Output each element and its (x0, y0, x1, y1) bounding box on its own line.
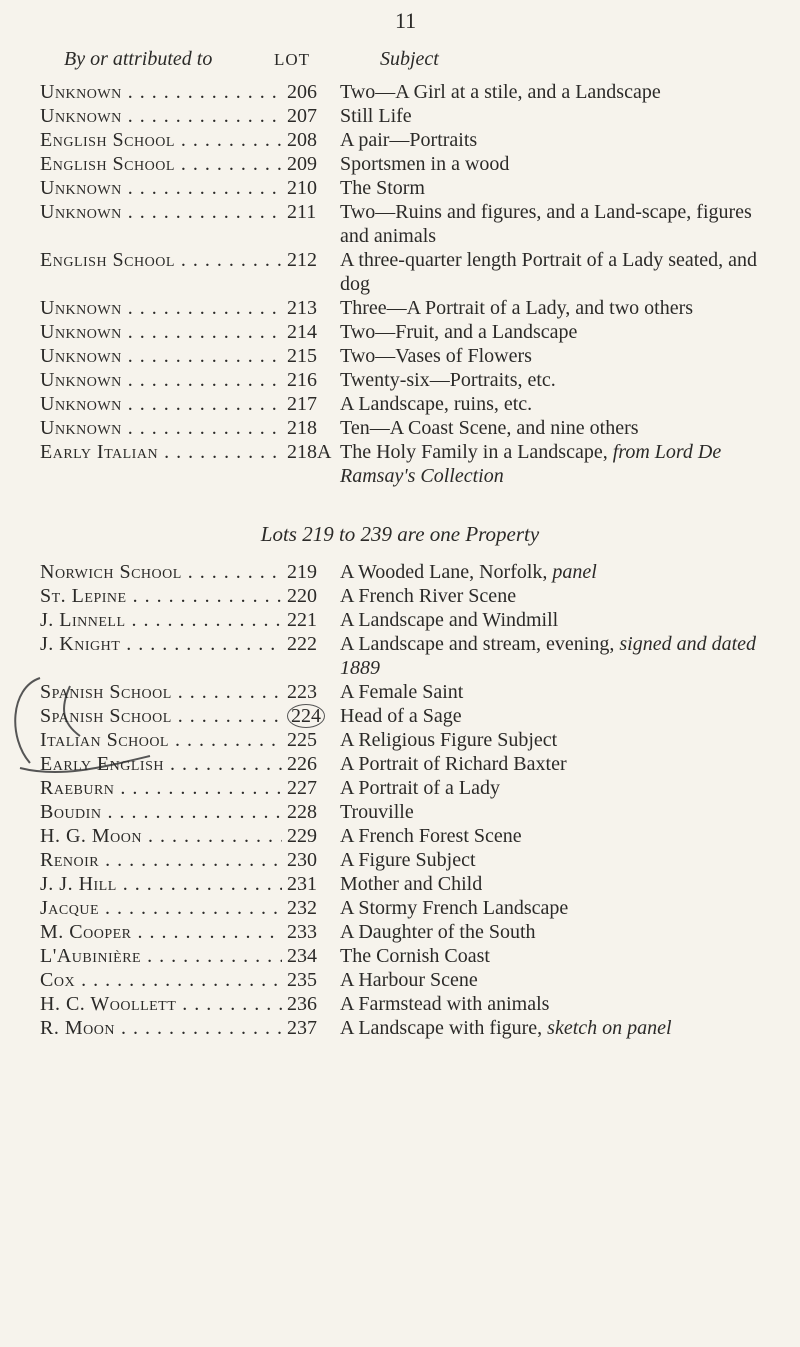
lot-number (283, 872, 331, 896)
artist-name: Unknown . . . (40, 344, 282, 368)
lot-subject (340, 728, 780, 752)
artist-name: L'Aubinière . . . (40, 944, 282, 968)
subject-text: A Stormy French Landscape (340, 897, 569, 919)
lot-number-text: 206 (287, 81, 317, 103)
lot-row (0, 800, 800, 824)
lot-subject (340, 944, 780, 968)
artist-name: J. J. Hill . . . (40, 872, 282, 896)
lot-number (283, 896, 331, 920)
artist-name: Unknown . . . (40, 392, 282, 416)
lot-subject (340, 128, 780, 152)
subject-text: A Harbour Scene (340, 969, 478, 991)
lot-number (283, 680, 331, 704)
artist-name: Early Italian . . . (40, 440, 282, 464)
lot-row (0, 584, 800, 608)
lot-row (0, 344, 800, 368)
lot-row (0, 680, 800, 704)
artist-name: Unknown . . . (40, 320, 282, 344)
lot-subject (340, 416, 780, 440)
lot-row (0, 416, 800, 440)
lot-number (283, 176, 331, 200)
subject-italic-note: signed and dated 1889 (340, 633, 757, 679)
artist-name: Unknown . . . (40, 296, 282, 320)
lot-row (0, 728, 800, 752)
lot-row (0, 320, 800, 344)
lot-column-header: LOT (274, 50, 311, 69)
artist-name: R. Moon . . . (40, 1016, 282, 1040)
lot-number (283, 416, 331, 440)
artist-name: Unknown . . . (40, 176, 282, 200)
lot-list-group-1 (0, 80, 800, 488)
subject-text: A Portrait of Richard Baxter (340, 753, 567, 775)
lot-subject (340, 968, 780, 992)
artist-name: Unknown . . . (40, 368, 282, 392)
lot-subject (340, 440, 780, 488)
artist-name: Raeburn . . . (40, 776, 282, 800)
lot-subject (340, 872, 780, 896)
artist-name: Early English . . . (40, 752, 282, 776)
lot-subject (340, 248, 780, 296)
lot-subject (340, 392, 780, 416)
lot-number-text: 219 (287, 561, 317, 583)
artist-name: Jacque . . . (40, 896, 282, 920)
artist-name: J. Linnell . . . (40, 608, 282, 632)
subject-text: A Wooded Lane, Norfolk, (340, 561, 548, 583)
lot-number-text: 214 (287, 321, 317, 343)
subject-text: A three-quarter length Portrait of a Lady seated, and dog (340, 249, 758, 295)
lot-number-text: 236 (287, 993, 317, 1015)
subject-text: Two—Vases of Flowers (340, 345, 532, 367)
lot-number (283, 200, 331, 224)
lot-number-text: 221 (287, 609, 317, 631)
subject-column-header: Subject (380, 48, 439, 70)
subject-text: A Farmstead with animals (340, 993, 550, 1015)
page-number: 11 (395, 8, 417, 33)
subject-italic-note: sketch on panel (547, 1017, 672, 1039)
lot-row (0, 896, 800, 920)
lot-number (283, 992, 331, 1016)
subject-text: Trouville (340, 801, 414, 823)
lot-number (283, 104, 331, 128)
lot-number-text: 234 (287, 945, 317, 967)
lot-number (283, 776, 331, 800)
lot-subject (340, 1016, 780, 1040)
lot-number-text: 210 (287, 177, 317, 199)
lot-row (0, 296, 800, 320)
lot-number-text: 225 (287, 729, 317, 751)
subject-text: Twenty-six—Portraits, etc. (340, 369, 556, 391)
lot-number (283, 368, 331, 392)
lot-row (0, 848, 800, 872)
artist-name: Cox . . . (40, 968, 282, 992)
lot-row (0, 152, 800, 176)
lot-subject (340, 152, 780, 176)
subject-text: A Religious Figure Subject (340, 729, 558, 751)
subject-italic-note: panel (552, 561, 597, 583)
artist-name: M. Cooper . . . (40, 920, 282, 944)
lot-subject (340, 800, 780, 824)
lot-number (283, 920, 331, 944)
lot-subject (340, 704, 780, 728)
lot-number-text: 209 (287, 153, 317, 175)
lot-number-text: 222 (287, 633, 317, 655)
lot-number-text: 220 (287, 585, 317, 607)
lot-number (283, 344, 331, 368)
lot-number-text: 224 (287, 704, 325, 728)
lot-subject (340, 608, 780, 632)
lot-number-text: 233 (287, 921, 317, 943)
subject-text: A Landscape, ruins, etc. (340, 393, 533, 415)
lot-subject (340, 104, 780, 128)
lot-number-text: 229 (287, 825, 317, 847)
lot-row (0, 992, 800, 1016)
artist-name: H. G. Moon . . . (40, 824, 282, 848)
lot-number-text: 212 (287, 249, 317, 271)
lot-number-text: 230 (287, 849, 317, 871)
subject-text: Mother and Child (340, 873, 483, 895)
lot-number (283, 632, 331, 656)
lot-subject (340, 896, 780, 920)
lot-row (0, 920, 800, 944)
subject-text: The Cornish Coast (340, 945, 490, 967)
lot-number-text: 218 (287, 417, 317, 439)
lot-number-text: 226 (287, 753, 317, 775)
lot-subject (340, 368, 780, 392)
subject-italic-note: from Lord De Ramsay's Collection (340, 441, 722, 487)
lot-number (283, 152, 331, 176)
artist-name: Norwich School . . . (40, 560, 282, 584)
lot-subject (340, 200, 780, 248)
lot-subject (340, 632, 780, 680)
lot-number-text: 218A (287, 441, 332, 463)
lot-number-text: 215 (287, 345, 317, 367)
artist-name: Unknown . . . (40, 104, 282, 128)
lot-number (283, 848, 331, 872)
artist-name: Spanish School . . . (40, 704, 282, 728)
lot-number (283, 440, 331, 464)
lot-number-text: 237 (287, 1017, 317, 1039)
lot-subject (340, 176, 780, 200)
artist-name: Italian School . . . (40, 728, 282, 752)
subject-text: A Landscape and Windmill (340, 609, 559, 631)
subject-text: Three—A Portrait of a Lady, and two others (340, 297, 694, 319)
lot-number (283, 704, 331, 728)
lot-number-text: 217 (287, 393, 317, 415)
artist-name: English School . . . (40, 152, 282, 176)
lot-row (0, 824, 800, 848)
lot-number-text: 207 (287, 105, 317, 127)
lot-subject (340, 584, 780, 608)
lot-number (283, 128, 331, 152)
subject-text: Two—A Girl at a stile, and a Landscape (340, 81, 661, 103)
lot-row (0, 176, 800, 200)
artist-name: Renoir . . . (40, 848, 282, 872)
artist-name: J. Knight . . . (40, 632, 282, 656)
column-headers (0, 48, 800, 78)
subject-text: Still Life (340, 105, 412, 127)
lot-row (0, 704, 800, 728)
lot-row (0, 560, 800, 584)
lot-number-text: 235 (287, 969, 317, 991)
lot-subject (340, 296, 780, 320)
lot-number (283, 392, 331, 416)
artist-name: St. Lepine . . . (40, 584, 282, 608)
lot-row (0, 392, 800, 416)
lot-subject (340, 824, 780, 848)
lot-row (0, 440, 800, 488)
subject-text: A Portrait of a Lady (340, 777, 500, 799)
lot-number (283, 560, 331, 584)
lot-subject (340, 920, 780, 944)
artist-name: Unknown . . . (40, 200, 282, 224)
subject-text: Head of a Sage (340, 705, 462, 727)
lot-row (0, 104, 800, 128)
subject-text: Ten—A Coast Scene, and nine others (340, 417, 639, 439)
lot-number (283, 824, 331, 848)
subject-text: A Daughter of the South (340, 921, 536, 943)
lot-row (0, 128, 800, 152)
lot-list-group-2 (0, 560, 800, 1040)
lot-number-text: 216 (287, 369, 317, 391)
lot-row (0, 752, 800, 776)
lot-subject (340, 752, 780, 776)
lot-row (0, 1016, 800, 1040)
subject-text: Sportsmen in a wood (340, 153, 510, 175)
lot-number (283, 1016, 331, 1040)
subject-text: Two—Fruit, and a Landscape (340, 321, 578, 343)
lot-subject (340, 848, 780, 872)
subject-text: A French River Scene (340, 585, 517, 607)
lot-number (283, 944, 331, 968)
lot-number (283, 728, 331, 752)
lot-subject (340, 80, 780, 104)
lot-number (283, 968, 331, 992)
subject-text: A Landscape and stream, evening, (340, 633, 615, 655)
lot-number-text: 211 (287, 201, 317, 223)
lot-number-text: 208 (287, 129, 317, 151)
artist-name: English School . . . (40, 248, 282, 272)
lot-row (0, 200, 800, 248)
artist-name: Unknown . . . (40, 416, 282, 440)
subject-text: A Figure Subject (340, 849, 476, 871)
lot-number (283, 800, 331, 824)
lot-number (283, 320, 331, 344)
lot-number (283, 296, 331, 320)
artist-name: Spanish School . . . (40, 680, 282, 704)
lot-subject (340, 680, 780, 704)
lot-subject (340, 344, 780, 368)
lot-number-text: 213 (287, 297, 317, 319)
subject-text: A pair—Portraits (340, 129, 478, 151)
lot-number (283, 80, 331, 104)
lot-row (0, 872, 800, 896)
lot-row (0, 80, 800, 104)
lot-number (283, 752, 331, 776)
lot-subject (340, 560, 780, 584)
lot-subject (340, 776, 780, 800)
artist-name: Boudin . . . (40, 800, 282, 824)
lot-row (0, 368, 800, 392)
lot-row (0, 248, 800, 296)
lot-row (0, 968, 800, 992)
lot-number-text: 228 (287, 801, 317, 823)
subject-text: The Storm (340, 177, 425, 199)
lot-number-text: 223 (287, 681, 317, 703)
lot-subject (340, 992, 780, 1016)
lot-row (0, 944, 800, 968)
subject-text: A Female Saint (340, 681, 464, 703)
subject-text: A French Forest Scene (340, 825, 522, 847)
subject-text: A Landscape with figure, (340, 1017, 543, 1039)
subject-text: Two—Ruins and figures, and a Land-scape, figures and animals (340, 201, 752, 247)
subject-text: The Holy Family in a Landscape, (340, 441, 608, 463)
artist-name: Unknown . . . (40, 80, 282, 104)
lot-row (0, 632, 800, 680)
artist-name: H. C. Woollett . . . (40, 992, 282, 1016)
lot-number (283, 608, 331, 632)
lot-row (0, 608, 800, 632)
lot-row (0, 776, 800, 800)
lot-number (283, 248, 331, 272)
property-divider-heading: Lots 219 to 239 are one Property (260, 522, 540, 546)
lot-subject (340, 320, 780, 344)
lot-number-text: 231 (287, 873, 317, 895)
artist-column-header: By or attributed to (64, 48, 213, 70)
artist-name: English School . . . (40, 128, 282, 152)
lot-number (283, 584, 331, 608)
lot-number-text: 232 (287, 897, 317, 919)
lot-number-text: 227 (287, 777, 317, 799)
